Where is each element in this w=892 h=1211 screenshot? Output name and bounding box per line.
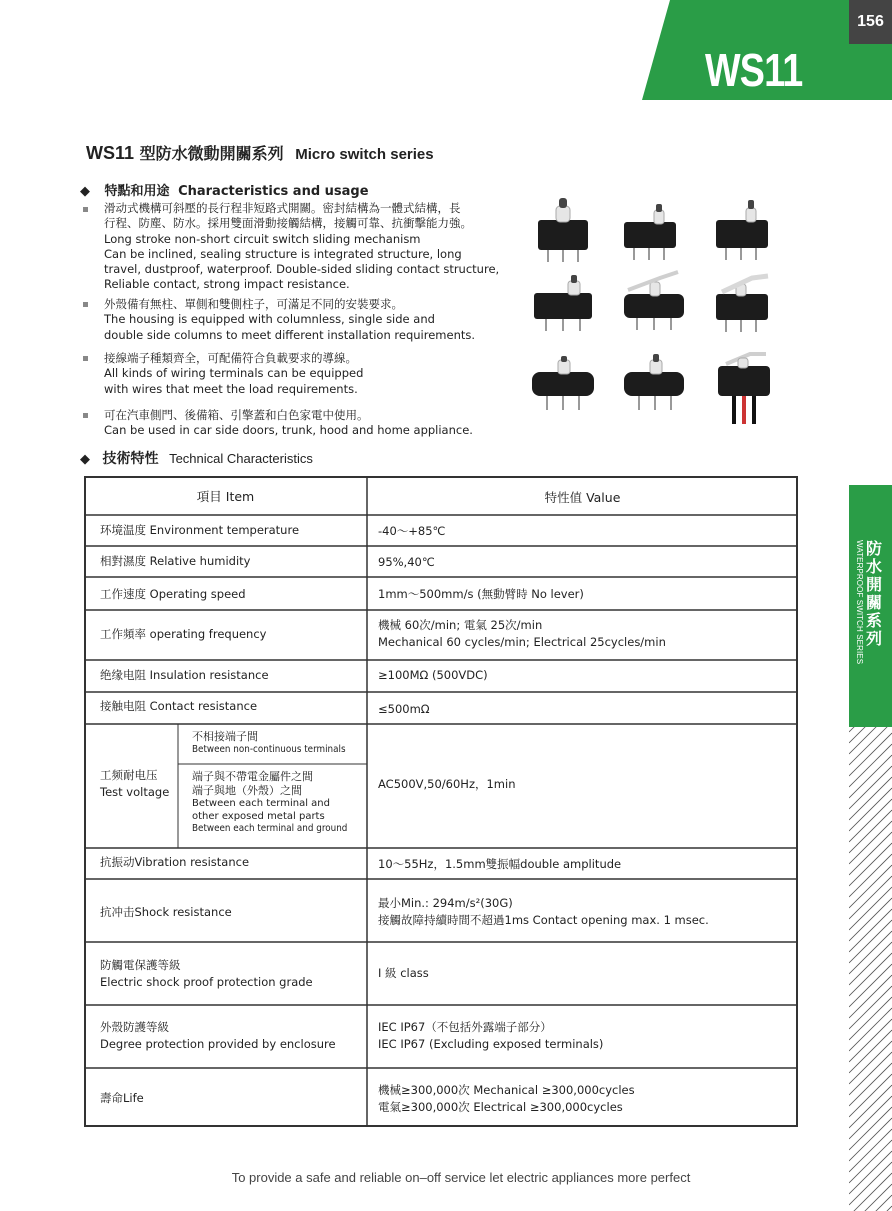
product-photo-switch — [620, 354, 688, 412]
row-item: 环境温度 Environment temperature — [100, 523, 300, 537]
technical-heading: ◆ 技術特性 Technical Characteristics — [80, 451, 313, 467]
row-item: 抗冲击Shock resistance — [100, 905, 232, 919]
table-header-item: 項目 Item — [196, 489, 255, 504]
row-value: 機械≥300,000次 Mechanical ≥300,000cycles 電氣≥300,000次 Electrical ≥300,000cycles — [378, 1083, 635, 1114]
feature-item-1: 滑动式機構可斜壓的長行程非短路式開關。密封結構為一體式結構，長 行程、防塵、防水。採用雙面滑動接觸結構，接觸可靠、抗衝擊能力強。 Long stroke non-short circuit switch sliding mechanism Can be inclined, sealing structure is integrated structure, long travel, dustproof, waterproof. Double-sided sliding contact structure, Reliable contact, strong impact resistance. — [104, 201, 500, 292]
side-tab-en-title: WATERPROOF SWITCH SERIES — [855, 540, 864, 665]
row-value: ≤500mΩ — [378, 702, 430, 716]
row-item: 外殼防護等級 Degree protection provided by enclosure — [100, 1020, 336, 1051]
product-photo-switch-wired — [714, 350, 774, 426]
square-bullet-icon — [83, 413, 88, 418]
test-voltage-value: AC500V,50/60Hz，1min — [378, 777, 516, 791]
product-photo-switch — [528, 356, 598, 412]
side-tab-cn-title: 防 水 開 關 系 列 — [865, 539, 882, 648]
row-value: 95%,40℃ — [378, 555, 435, 569]
page-number: 156 — [849, 0, 892, 44]
table-header-value: 特性值 Value — [544, 490, 621, 505]
row-item: 相對濕度 Relative humidity — [100, 554, 251, 568]
test-voltage-label: 工频耐电压 Test voltage — [100, 768, 170, 799]
row-value: 最小Min.: 294m/s²(30G) 接觸故障持續時間不超過1ms Contact opening max. 1 msec. — [378, 896, 709, 927]
row-item: 工作速度 Operating speed — [100, 587, 246, 601]
characteristics-heading: ◆ 特點和用途 Characteristics and usage — [80, 184, 369, 199]
row-value: ≥100MΩ (500VDC) — [378, 668, 488, 682]
product-photo-switch — [712, 200, 772, 262]
row-value: -40～+85℃ — [378, 524, 446, 538]
test-voltage-sub1: 不相接端子間 Between non-continuous terminals — [192, 730, 346, 755]
product-photo-switch — [620, 204, 680, 262]
feature-item-2: 外殼備有無柱、單側和雙側柱子，可滿足不同的安裝要求。 The housing is equipped with columnless, single side and double side columns to meet different installation requirements. — [104, 297, 476, 342]
row-item: 绝缘电阻 Insulation resistance — [100, 668, 269, 682]
side-hatch-pattern — [849, 727, 892, 1211]
product-photo-switch — [530, 275, 596, 333]
row-value: IEC IP67（不包括外露端子部分） IEC IP67 (Excluding exposed terminals) — [378, 1020, 604, 1051]
feature-item-3: 接線端子種類齊全，可配備符合負載要求的導線。 All kinds of wiring terminals can be equipped with wires that meet the load requirements. — [104, 351, 364, 396]
product-photo-switch-lever — [712, 272, 772, 334]
series-title: WS11 型防水微動開關系列 Micro switch series — [86, 143, 434, 163]
square-bullet-icon — [83, 356, 88, 361]
row-item: 接触电阻 Contact resistance — [100, 699, 258, 713]
row-item: 工作頻率 operating frequency — [100, 627, 267, 641]
diamond-bullet-icon: ◆ — [80, 452, 90, 467]
footer-slogan: To provide a safe and reliable on–off service let electric appliances more perfect — [231, 1170, 691, 1185]
row-value: 1mm～500mm/s (無動臂時 No lever) — [378, 587, 584, 601]
header-model-code: WS11 — [705, 44, 803, 96]
row-value: 10～55Hz，1.5mm雙振幅double amplitude — [378, 857, 622, 871]
spec-table — [84, 476, 798, 1127]
square-bullet-icon — [83, 207, 88, 212]
product-photo-switch — [532, 196, 594, 264]
square-bullet-icon — [83, 302, 88, 307]
row-item: 壽命Life — [100, 1091, 144, 1105]
product-photo-switch-lever — [620, 268, 688, 332]
diamond-bullet-icon: ◆ — [80, 184, 90, 199]
row-item: 防觸電保護等級 Electric shock proof protection grade — [100, 958, 313, 989]
row-item: 抗振动Vibration resistance — [100, 855, 250, 869]
test-voltage-sub2: 端子與不帶電金屬件之間 端子與地（外殼）之間 Between each terminal and other exposed metal parts Between each terminal and ground — [192, 770, 348, 834]
feature-item-4: 可在汽車側門、後備箱、引擎蓋和白色家電中使用。 Can be used in car side doors, trunk, hood and home appliance. — [104, 408, 473, 438]
row-value: 機械 60次/min; 電氣 25次/min Mechanical 60 cycles/min; Electrical 25cycles/min — [378, 618, 666, 649]
row-value: Ⅰ 級 class — [378, 966, 429, 980]
